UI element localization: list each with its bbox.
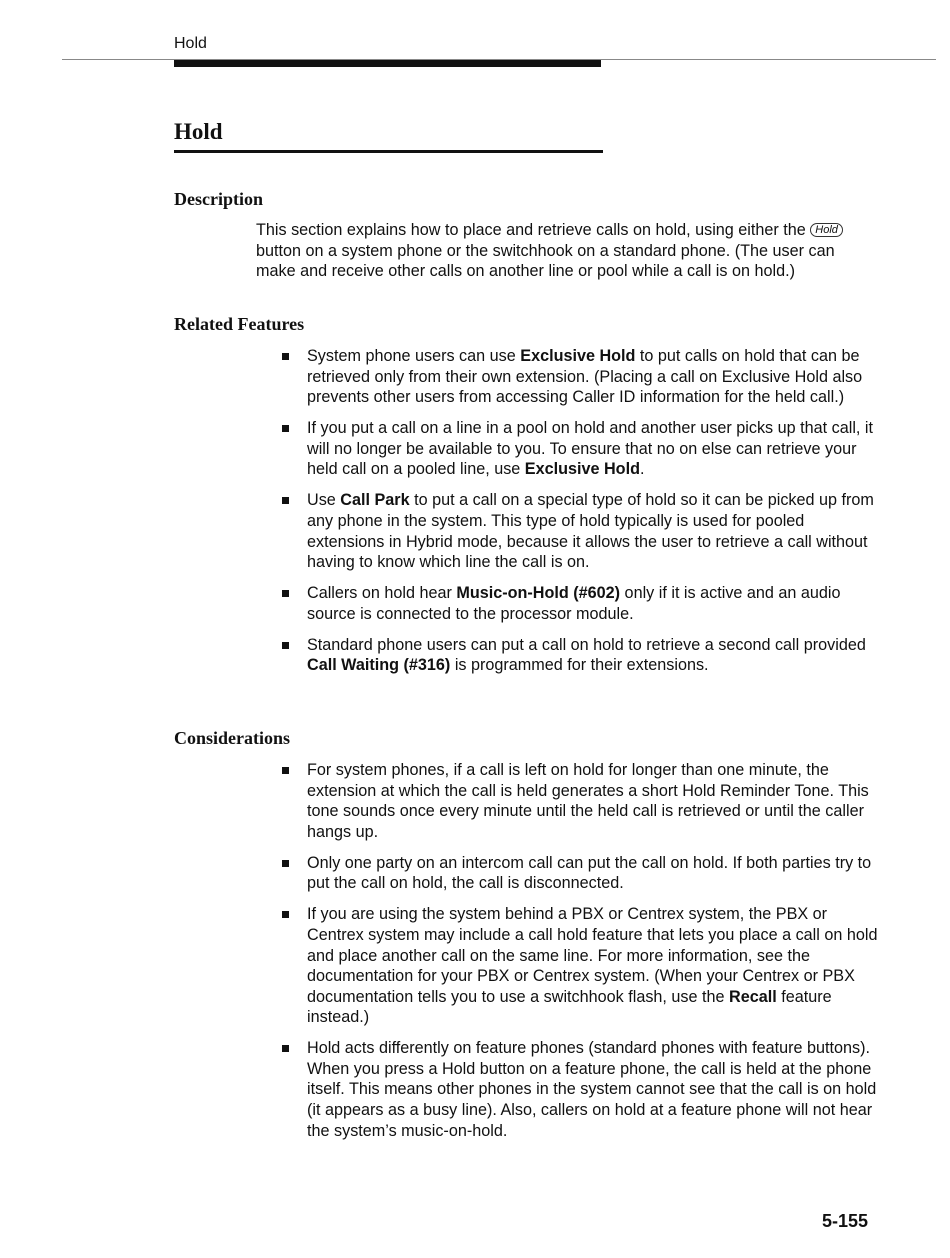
description-text-start: This section explains how to place and retrieve calls on hold, using either the xyxy=(256,221,806,239)
hold-key-icon: Hold xyxy=(810,223,843,237)
item-text: Standard phone users can put a call on hold to retrieve a second call provided xyxy=(307,635,866,654)
item-text: Callers on hold hear xyxy=(307,584,457,603)
bullet-icon xyxy=(282,590,289,597)
bullet-icon xyxy=(282,353,289,360)
item-text-end: is programmed for their extensions. xyxy=(450,656,709,675)
list-item xyxy=(282,635,878,676)
item-text: For system phones, if a call is left on hold for longer than one minute, the extension at which the call is held generates a short Hold Reminder Tone. This tone sounds once every minute until the held call is retrieved or until the caller hangs up. xyxy=(307,761,869,841)
item-feature-name: Call Park xyxy=(340,491,410,510)
item-text: If you put a call on a line in a pool on hold and another user picks up that call, it will no longer be available to you. To ensure that no on else can retrieve your held call on a pooled line, use xyxy=(307,419,874,479)
list-item xyxy=(282,418,878,480)
item-feature-name: Music-on-Hold (#602) xyxy=(456,584,621,603)
list-item xyxy=(282,853,878,894)
bullet-icon xyxy=(282,767,289,774)
item-text-end: only if it is active and an audio source is connected to the processor module. xyxy=(307,584,841,623)
description-paragraph xyxy=(256,220,878,282)
item-feature-name: Exclusive Hold xyxy=(524,460,640,479)
list-item xyxy=(282,583,878,624)
bullet-icon xyxy=(282,860,289,867)
item-text: Only one party on an intercom call can put the call on hold. If both parties try to put the call on hold, the call is disconnected. xyxy=(307,853,872,893)
item-feature-name: Recall xyxy=(729,987,777,1006)
item-text: System phone users can use xyxy=(307,347,521,365)
considerations-list xyxy=(282,760,878,1152)
bullet-icon xyxy=(282,425,289,432)
item-feature-name: Exclusive Hold xyxy=(520,347,636,365)
list-item xyxy=(282,490,878,572)
header-rule-thick xyxy=(174,60,601,67)
bullet-icon xyxy=(282,1045,289,1052)
page-number: 5-155 xyxy=(821,1211,868,1231)
item-text-end: feature instead.) xyxy=(307,987,832,1027)
item-feature-name: Call Waiting (#316) xyxy=(307,656,451,675)
list-item xyxy=(282,1038,878,1141)
list-item xyxy=(282,904,878,1028)
description-text-end: button on a system phone or the switchhook on a standard phone. (The user can make and receive other calls on another line or pool while a call is on hold.) xyxy=(256,241,835,281)
bullet-icon xyxy=(282,497,289,504)
related-features-list xyxy=(282,346,878,686)
item-text: If you are using the system behind a PBX or Centrex system, the PBX or Centrex system may include a call hold feature that lets you place a call on hold and place another call on the same line. For more information, see the documentation for your PBX or Centrex system. (When your Centrex or PBX documentation tells you to use a switchhook flash, use the xyxy=(307,905,878,1006)
considerations-heading: Considerations xyxy=(174,728,291,748)
bullet-icon xyxy=(282,642,289,649)
list-item xyxy=(282,760,878,842)
description-heading: Description xyxy=(174,189,263,209)
item-text-end: to put a call on a special type of hold so it can be picked up from any phone in the system. This type of hold typically is used for pooled extensions in Hybrid mode, because it allows the user to retrieve a call without having to know which line the call is on. xyxy=(307,491,874,572)
related-features-heading: Related Features xyxy=(174,314,305,334)
item-text-end: . xyxy=(639,460,645,479)
bullet-icon xyxy=(282,911,289,918)
item-text: Use xyxy=(307,491,341,510)
list-item xyxy=(282,346,878,408)
item-text-end: to put calls on hold that can be retrieved only from their own extension. (Placing a call on Exclusive Hold also prevents other users from accessing Caller ID information for the held call.) xyxy=(307,347,863,407)
running-head: Hold xyxy=(174,35,207,52)
page-title: Hold xyxy=(174,118,603,153)
item-text: Hold acts differently on feature phones (standard phones with feature buttons). When you press a Hold button on a feature phone, the call is held at the phone itself. This means other phones in the system cannot see that the call is on hold (it appears as a busy line). Also, callers on hold at a feature phone will not hear the system’s music-on-hold. xyxy=(307,1039,877,1140)
